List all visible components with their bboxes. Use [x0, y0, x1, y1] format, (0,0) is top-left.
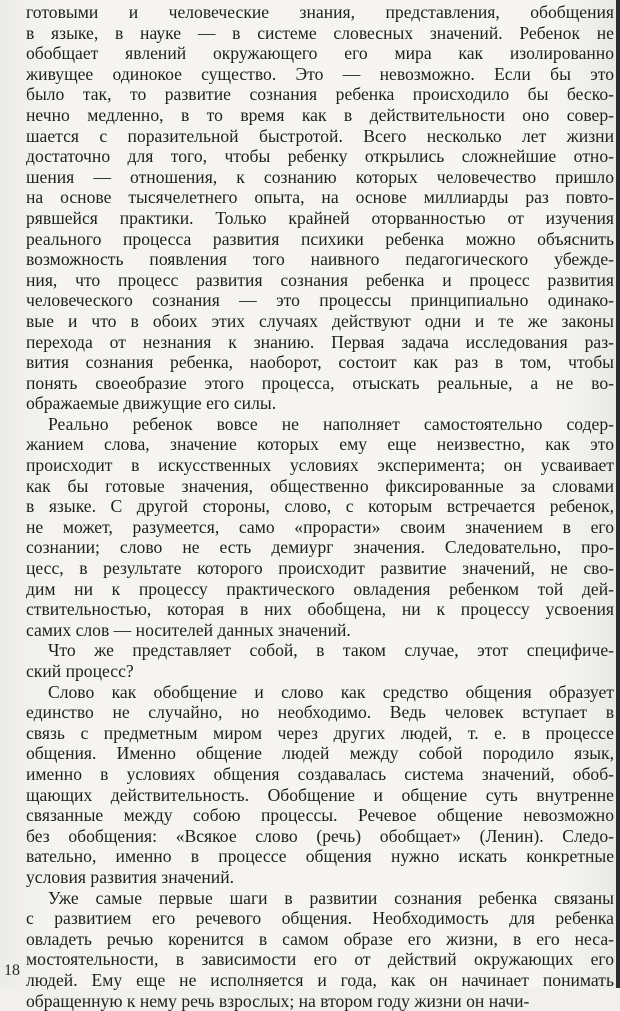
text-line: самих слов — носителей данных значений. [26, 620, 614, 641]
text-line: как бы готовые значения, общественно фиксированные за словами [26, 476, 614, 497]
text-line: людей. Ему еще не исполняется и года, как он начинает понимать [26, 970, 614, 991]
text-line: возможность появления того наивного педагогического убежде- [26, 249, 614, 270]
page-number: 18 [4, 962, 20, 980]
text-line: происходит в искусственных условиях эксперимента; он усваивает [26, 455, 614, 476]
text-line: вательно, именно в процессе общения нужно искать конкретные [26, 846, 614, 867]
paragraph [26, 2, 614, 414]
text-line: готовыми и человеческие знания, представления, обобщения [26, 2, 614, 23]
text-line: в языке. С другой стороны, слово, с которым встречается ребенок, [26, 496, 614, 517]
text-line: реального процесса развития психики ребенка можно объяснить [26, 229, 614, 250]
text-line: общения. Именно общение людей между собой породило язык, [26, 743, 614, 764]
text-line: ния, что процесс развития сознания ребенка и процесс развития [26, 270, 614, 291]
text-line: овладеть речью коренится в самом образе его жизни, в его неса- [26, 929, 614, 950]
text-line: живущее одинокое существо. Это — невозможно. Если бы это [26, 64, 614, 85]
text-line: человеческого сознания — это процессы принципиально одинако- [26, 290, 614, 311]
text-line: ствительностью, которая в них обобщена, ни к процессу усвоения [26, 599, 614, 620]
text-line: шается с поразительной быстротой. Всего несколько лет жизни [26, 126, 614, 147]
text-line: Реально ребенок вовсе не наполняет самостоятельно содер- [26, 414, 614, 435]
text-line: ский процесс? [26, 661, 614, 682]
text-line: связанные между собою процессы. Речевое общение невозможно [26, 805, 614, 826]
text-line: сознании; слово не есть демиург значения. Следовательно, про- [26, 537, 614, 558]
text-line: цесс, в результате которого происходит развитие значений, не сво- [26, 558, 614, 579]
text-line: ображаемые движущие его силы. [26, 393, 614, 414]
text-line: Слово как обобщение и слово как средство общения образует [26, 682, 614, 703]
text-line: рявшейся практики. Только крайней оторванностью от изучения [26, 208, 614, 229]
text-line: нечно медленно, в то время как в действительности оно совер- [26, 105, 614, 126]
text-line: мостоятельности, в зависимости его от действий окружающих его [26, 949, 614, 970]
text-line: жанием слова, значение которых ему еще неизвестно, как это [26, 434, 614, 455]
page-edge-shadow [616, 0, 620, 988]
text-line: не может, разумеется, само «прорасти» своим значением в его [26, 517, 614, 538]
text-line: условия развития значений. [26, 867, 614, 888]
text-line: связь с предметным миром через других людей, т. е. в процессе [26, 723, 614, 744]
paragraph [26, 888, 614, 1011]
text-line: шения — отношения, к сознанию которых человечество пришло [26, 167, 614, 188]
text-line: понять своеобразие этого процесса, отыскать реальные, а не во- [26, 373, 614, 394]
text-line: с развитием его речевого общения. Необходимость для ребенка [26, 908, 614, 929]
paragraph [26, 682, 614, 888]
text-line: без обобщения: «Всякое слово (речь) обобщает» (Ленин). Следо- [26, 826, 614, 847]
text-line: дим ни к процессу практического овладения ребенком той дей- [26, 579, 614, 600]
text-line: перехода от незнания к знанию. Первая задача исследования раз- [26, 332, 614, 353]
paragraph [26, 414, 614, 641]
text-line: обобщает явлений окружающего его мира как изолированно [26, 43, 614, 64]
text-line: Уже самые первые шаги в развитии сознания ребенка связаны [26, 888, 614, 909]
text-line: вития сознания ребенка, наоборот, состоит как раз в том, чтобы [26, 352, 614, 373]
text-line: именно в условиях общения создавалась система значений, обоб- [26, 764, 614, 785]
text-line: единство не случайно, но необходимо. Ведь человек вступает в [26, 702, 614, 723]
text-line: вые и что в обоих этих случаях действуют одни и те же законы [26, 311, 614, 332]
text-line: Что же представляет собой, в таком случае, этот специфиче- [26, 640, 614, 661]
text-line: на основе тысячелетнего опыта, на основе миллиарды раз повто- [26, 187, 614, 208]
paragraph [26, 640, 614, 681]
body-text [26, 2, 614, 1011]
text-line: достаточно для того, чтобы ребенку открылись сложнейшие отно- [26, 146, 614, 167]
text-line: в языке, в науке — в системе словесных значений. Ребенок не [26, 23, 614, 44]
text-line: обращенную к нему речь взрослых; на втором году жизни он начи- [26, 991, 614, 1011]
text-line: было так, то развитие сознания ребенка происходило бы беско- [26, 84, 614, 105]
text-line: щающих действительность. Обобщение и общение суть внутренне [26, 785, 614, 806]
